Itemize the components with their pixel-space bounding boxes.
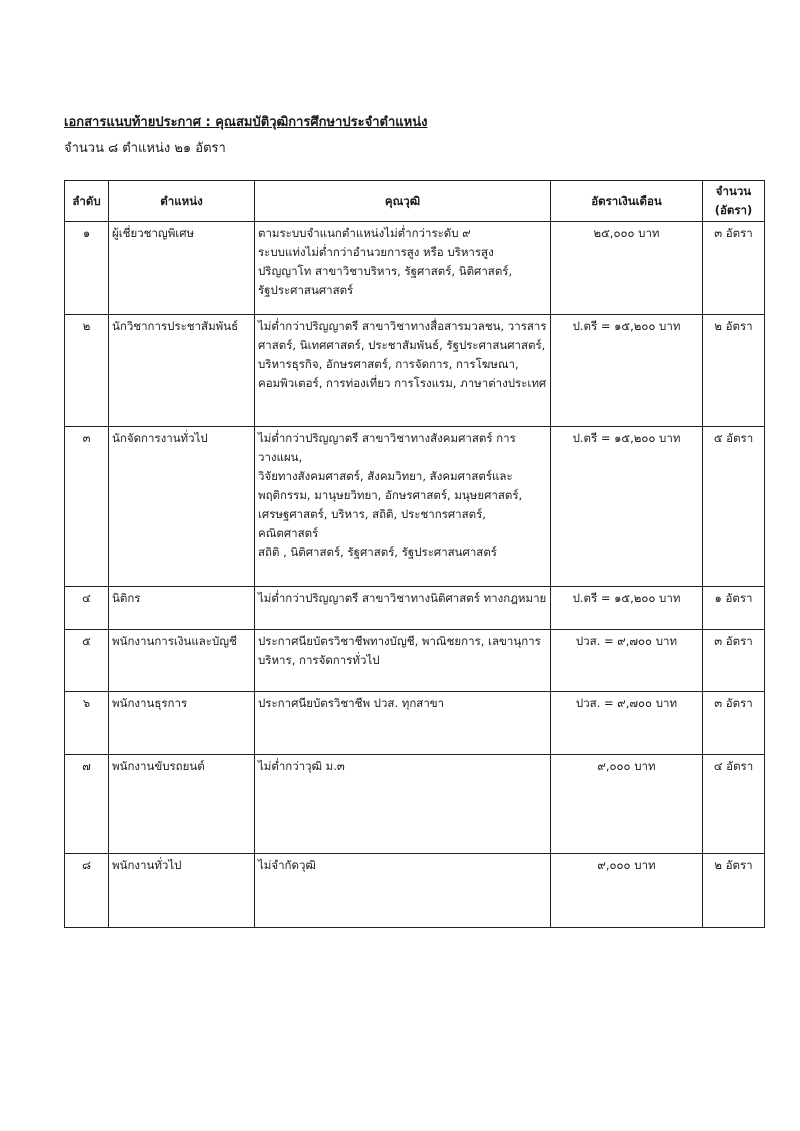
table-row	[65, 315, 765, 427]
cell-salary: ป.ตรี = ๑๕,๒๐๐ บาท	[551, 427, 703, 587]
cell-no: ๕	[65, 630, 109, 692]
cell-count: ๒ อัตรา	[703, 854, 765, 928]
qualification-line: ระบบแท่งไม่ต่ำกว่าอำนวยการสูง หรือ บริหารสูง	[258, 245, 494, 259]
qualification-line: ไม่ต่ำกว่าปริญญาตรี สาขาวิชาทางนิติศาสตร์ ทางกฎหมาย	[258, 591, 547, 605]
qualification-line: วิจัยทางสังคมศาสตร์, สังคมวิทยา, สังคมศาสตร์และ	[258, 469, 513, 483]
cell-count: ๒ อัตรา	[703, 315, 765, 427]
cell-no: ๓	[65, 427, 109, 587]
table-row	[65, 692, 765, 755]
qualification-line: บริหารธุรกิจ, อักษรศาสตร์, การจัดการ, การโฆษณา,	[258, 357, 519, 371]
header-position: ตำแหน่ง	[109, 181, 255, 222]
cell-no: ๑	[65, 222, 109, 315]
qualification-line: ศาสตร์, นิเทศศาสตร์, ประชาสัมพันธ์, รัฐประศาสนศาสตร์,	[258, 338, 546, 352]
cell-position: พนักงานขับรถยนต์	[109, 755, 255, 854]
cell-qualification	[255, 315, 551, 427]
cell-position: พนักงานทั่วไป	[109, 854, 255, 928]
qualification-line: ประกาศนียบัตรวิชาชีพ ปวส. ทุกสาขา	[258, 696, 445, 710]
cell-salary: ปวส. = ๙,๗๐๐ บาท	[551, 692, 703, 755]
cell-salary: ๒๕,๐๐๐ บาท	[551, 222, 703, 315]
header-salary: อัตราเงินเดือน	[551, 181, 703, 222]
qualification-table	[64, 180, 765, 928]
cell-qualification	[255, 427, 551, 587]
qualification-line: ตามระบบจำแนกตำแหน่งไม่ต่ำกว่าระดับ ๙	[258, 226, 471, 240]
cell-position: นักวิชาการประชาสัมพันธ์	[109, 315, 255, 427]
cell-salary: ๙,๐๐๐ บาท	[551, 854, 703, 928]
qualification-line: ไม่ต่ำกว่าปริญญาตรี สาขาวิชาทางสังคมศาสตร์ การวางแผน,	[258, 431, 516, 464]
table-header-row	[65, 181, 765, 222]
cell-position: ผู้เชี่ยวชาญพิเศษ	[109, 222, 255, 315]
qualification-line: ไม่ต่ำกว่าวุฒิ ม.๓	[258, 759, 345, 773]
qualification-line: สถิติ , นิติศาสตร์, รัฐศาสตร์, รัฐประศาสนศาสตร์	[258, 545, 497, 559]
cell-salary: ป.ตรี = ๑๕,๒๐๐ บาท	[551, 315, 703, 427]
qualification-line: ปริญญาโท สาขาวิชาบริหาร, รัฐศาสตร์, นิติศาสตร์,	[258, 264, 513, 278]
cell-count: ๔ อัตรา	[703, 755, 765, 854]
cell-salary: ๙,๐๐๐ บาท	[551, 755, 703, 854]
table-row	[65, 427, 765, 587]
qualification-line: ไม่จำกัดวุฒิ	[258, 858, 316, 872]
cell-count: ๕ อัตรา	[703, 427, 765, 587]
qualification-line: รัฐประศาสนศาสตร์	[258, 283, 354, 297]
header-qualification: คุณวุฒิ	[255, 181, 551, 222]
cell-qualification	[255, 854, 551, 928]
cell-salary: ป.ตรี = ๑๕,๒๐๐ บาท	[551, 587, 703, 630]
cell-qualification	[255, 692, 551, 755]
cell-position: นักจัดการงานทั่วไป	[109, 427, 255, 587]
qualification-line: เศรษฐศาสตร์, บริหาร, สถิติ, ประชากรศาสตร์, คณิตศาสตร์	[258, 507, 486, 540]
qualification-line: คอมพิวเตอร์, การท่องเที่ยว การโรงแรม, ภาษาต่างประเทศ	[258, 376, 547, 390]
header-count	[703, 181, 765, 222]
qualification-line: บริหาร, การจัดการทั่วไป	[258, 653, 380, 667]
header-no: ลำดับ	[65, 181, 109, 222]
document-heading: เอกสารแนบท้ายประกาศ : คุณสมบัติวุฒิการศึกษาประจำตำแหน่ง	[64, 115, 428, 130]
cell-position: พนักงานธุรการ	[109, 692, 255, 755]
qualification-line: พฤติกรรม, มานุษยวิทยา, อักษรศาสตร์, มนุษยศาสตร์,	[258, 488, 523, 502]
cell-count: ๓ อัตรา	[703, 222, 765, 315]
cell-count: ๓ อัตรา	[703, 630, 765, 692]
cell-qualification	[255, 222, 551, 315]
cell-position: พนักงานการเงินและบัญชี	[109, 630, 255, 692]
cell-salary: ปวส. = ๙,๗๐๐ บาท	[551, 630, 703, 692]
cell-no: ๒	[65, 315, 109, 427]
cell-no: ๔	[65, 587, 109, 630]
header-count-line2: (อัตรา)	[714, 203, 753, 217]
cell-qualification	[255, 755, 551, 854]
table-row	[65, 854, 765, 928]
cell-qualification	[255, 587, 551, 630]
qualification-line: ประกาศนียบัตรวิชาชีพทางบัญชี, พาณิชยการ, เลขานุการ	[258, 634, 541, 648]
cell-no: ๘	[65, 854, 109, 928]
table-row	[65, 587, 765, 630]
cell-count: ๓ อัตรา	[703, 692, 765, 755]
qualification-line: ไม่ต่ำกว่าปริญญาตรี สาขาวิชาทางสื่อสารมวลชน, วารสาร	[258, 319, 547, 333]
cell-position: นิติกร	[109, 587, 255, 630]
table-row	[65, 222, 765, 315]
table-row	[65, 630, 765, 692]
table-row	[65, 755, 765, 854]
header-count-line1: จำนวน	[715, 184, 752, 198]
cell-no: ๖	[65, 692, 109, 755]
cell-qualification	[255, 630, 551, 692]
cell-no: ๗	[65, 755, 109, 854]
cell-count: ๑ อัตรา	[703, 587, 765, 630]
document-subheading: จำนวน ๘ ตำแหน่ง ๒๑ อัตรา	[64, 141, 226, 156]
